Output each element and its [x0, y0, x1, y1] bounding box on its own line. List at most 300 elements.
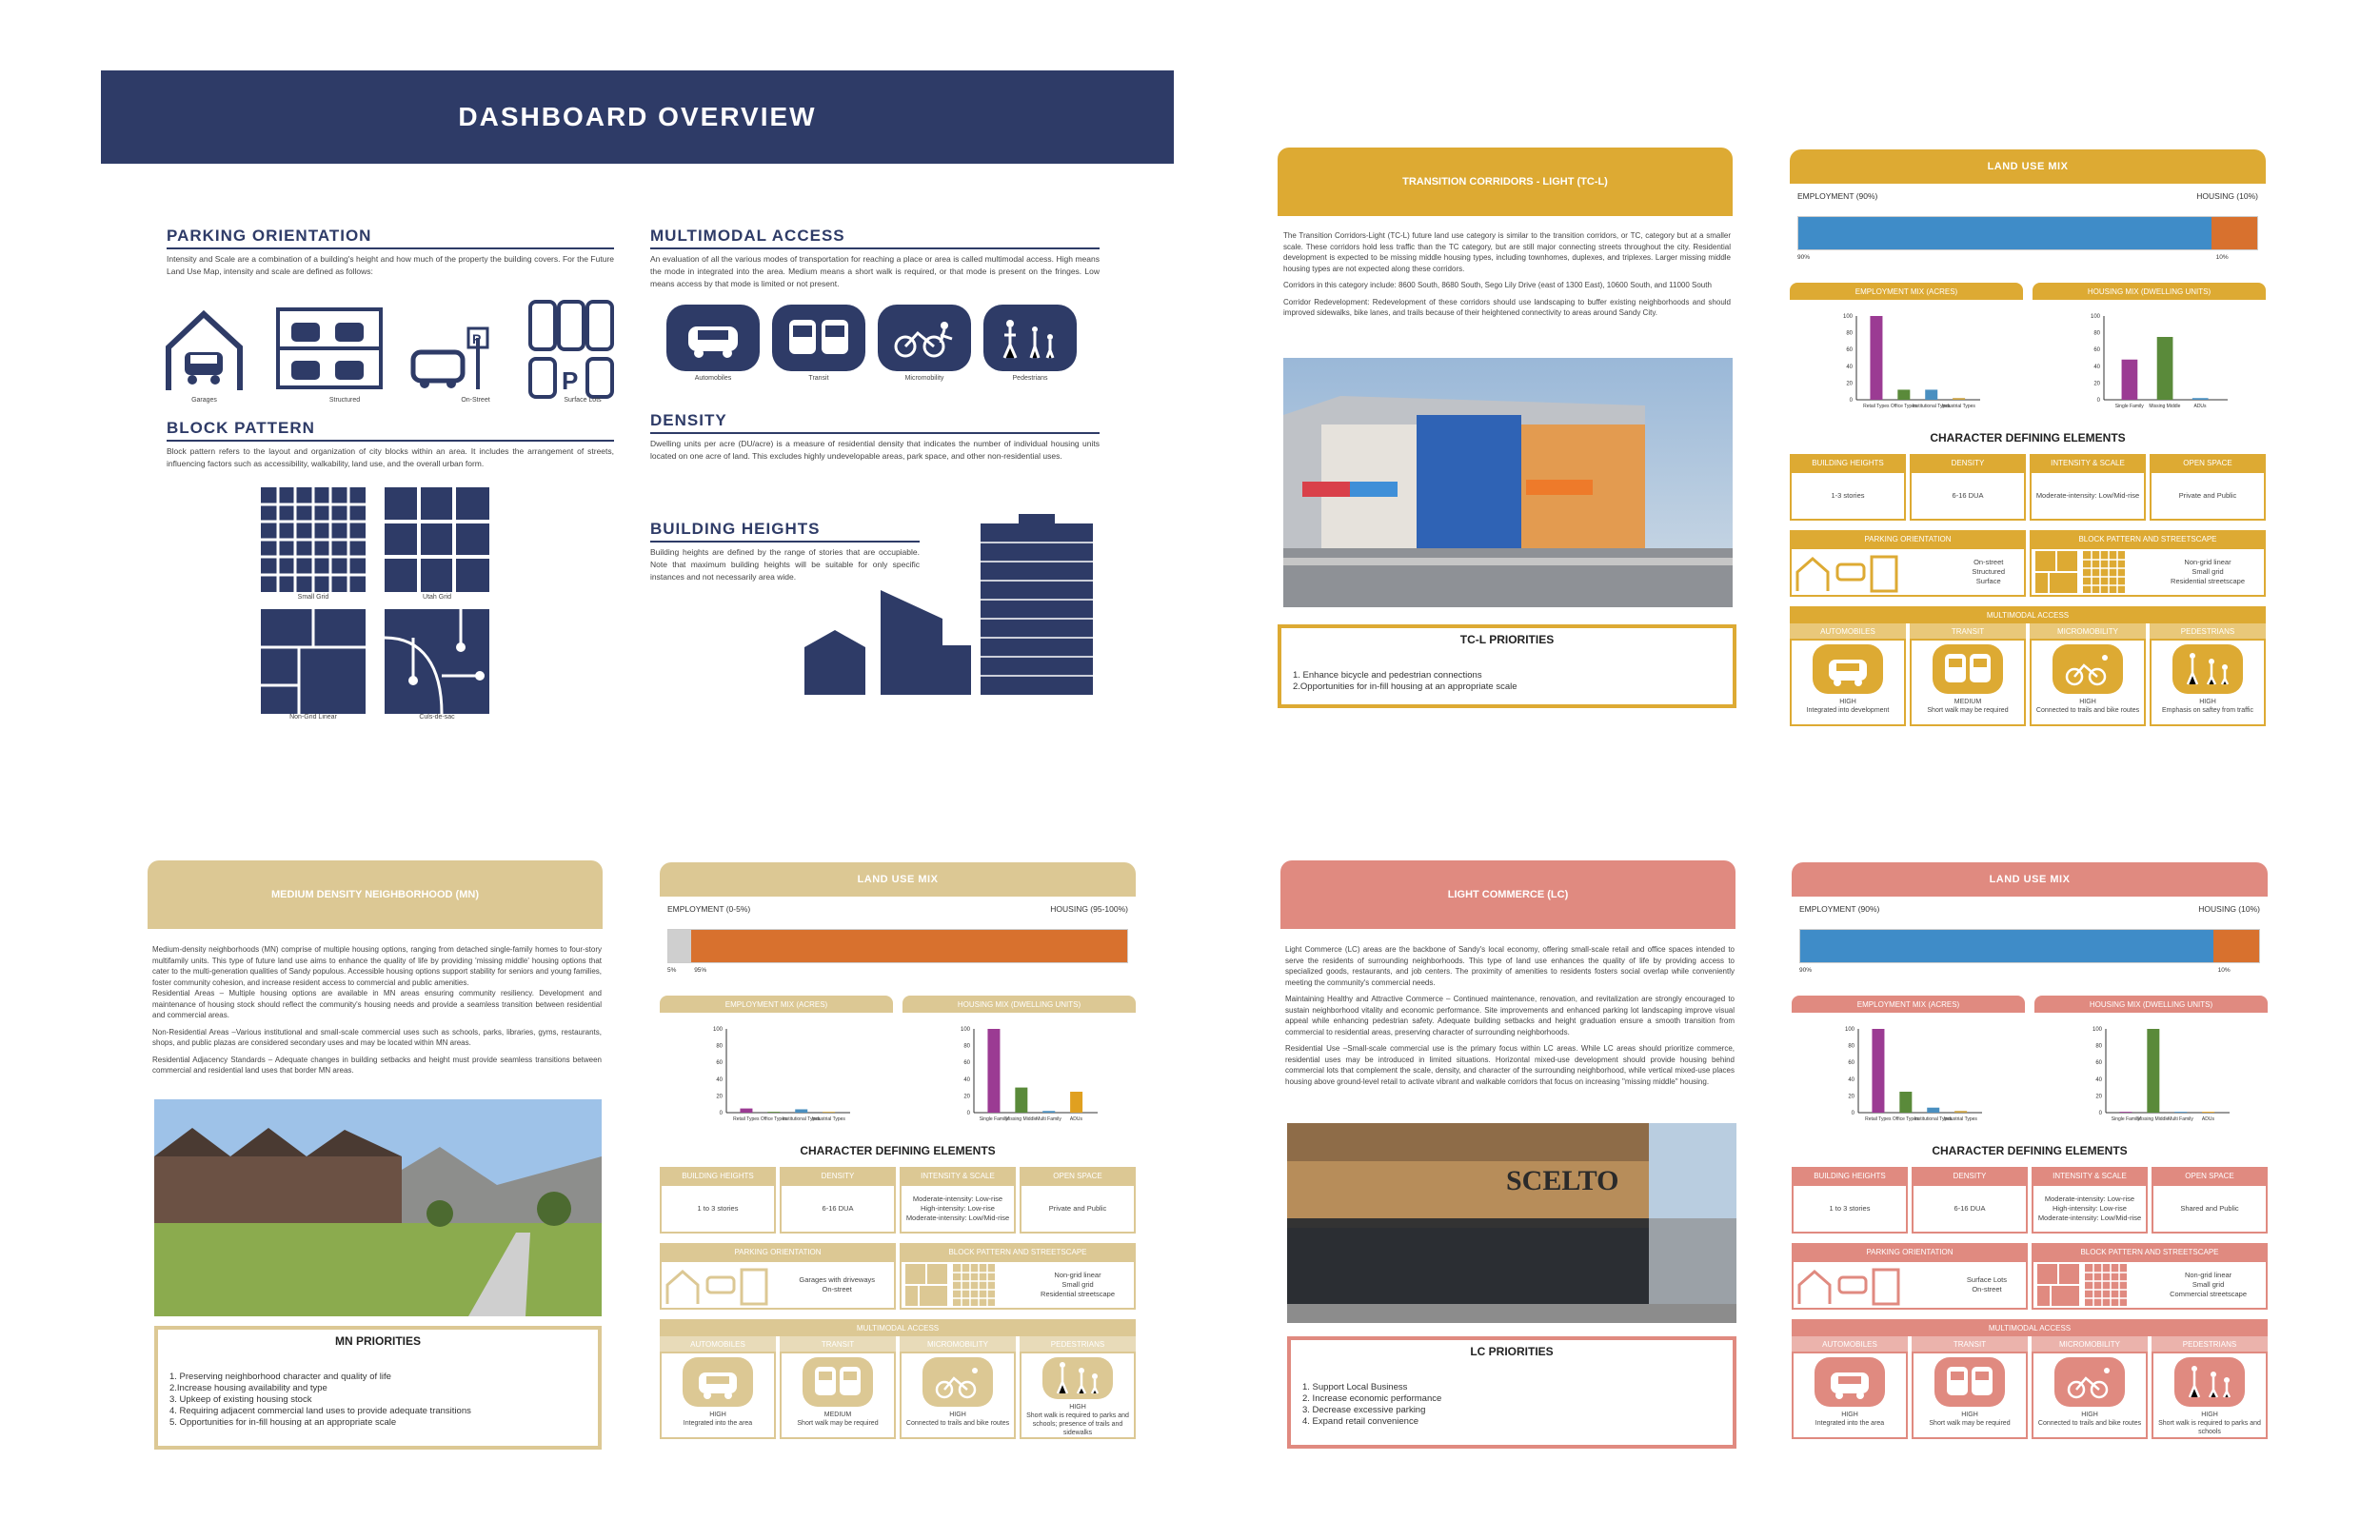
bar — [823, 1112, 835, 1113]
block-text: Block pattern refers to the layout and organization of city blocks within an area. It includes the arrangement of streets, influencing factors such as accessibility, walkability, land use, and the overall urban form. — [167, 446, 614, 468]
parking-heading: PARKING ORIENTATION — [167, 227, 614, 249]
heights-text: Building heights are defined by the range of stories that are occupiable. Note that maximum building heights will be suitable for only specific instances and not necessarily area wide. — [650, 547, 920, 582]
automobile-icon — [1815, 1357, 1885, 1407]
tcl-paragraph: Corridors in this category include: 8600 South, 8680 South, Sego Lily Drive (east of 1300 East), 10600 South, and 11000 South — [1283, 281, 1712, 289]
mn-paragraph: Non-Residential Areas –Various institutional and small-scale commercial uses such as schools, parks, libraries, gyms, restaurants, shops, and public plazas are considered secondary uses and may be located within MN areas. — [152, 1027, 602, 1047]
y-tick-label: 40 — [1846, 364, 1853, 370]
bar — [1953, 398, 1965, 400]
tcl-text — [1283, 230, 1731, 319]
x-tick-label: Institutional Types — [782, 1116, 821, 1122]
block-pattern-head: BLOCK PATTERN AND STREETSCAPE — [900, 1243, 1136, 1260]
multimodal-icons — [666, 305, 1077, 371]
cde-cell-head: DENSITY — [1912, 1167, 2028, 1184]
parking-orientation-head: PARKING ORIENTATION — [1792, 1243, 2028, 1260]
x-tick-label: Office Types — [760, 1116, 787, 1122]
housing-mix-title: HOUSING MIX (DWELLING UNITS) — [2034, 996, 2268, 1013]
y-tick-label: 80 — [1848, 1043, 1854, 1050]
bar — [2192, 398, 2209, 400]
bar — [2202, 1112, 2214, 1113]
multimodal-mode-head: AUTOMOBILES — [1790, 623, 1906, 639]
land-use-labels — [667, 904, 1128, 914]
multimodal-mode-head: TRANSIT — [1912, 1336, 2028, 1352]
culs-de-sac-icon — [385, 609, 489, 714]
block-heading: BLOCK PATTERN — [167, 419, 614, 442]
priority-item: 4. Requiring adjacent commercial land uses to provide adequate transitions — [169, 1406, 471, 1416]
y-tick-label: 100 — [1844, 1027, 1854, 1033]
x-tick-label: Multi Family — [1036, 1116, 1061, 1122]
multimodal-mode-head: MICROMOBILITY — [2030, 623, 2146, 639]
y-tick-label: 60 — [2093, 347, 2100, 354]
bar-tick-left: 90% — [1797, 254, 1811, 261]
cde-cell-value: 6-16 DUA — [1910, 471, 2026, 521]
lc-dashboard — [1792, 862, 2268, 1452]
bar — [2122, 360, 2138, 400]
multimodal-head: MULTIMODAL ACCESS — [1792, 1319, 2268, 1336]
caption-micromobility: Micromobility — [904, 375, 944, 382]
multimodal-mode-cell — [1792, 1352, 1908, 1439]
parking-captions — [164, 397, 621, 404]
pedestrian-icon — [983, 305, 1077, 371]
micromobility-icon — [2053, 644, 2123, 694]
cde-cell-head: BUILDING HEIGHTS — [1790, 454, 1906, 471]
automobile-icon — [666, 305, 760, 371]
cde-cell-head: OPEN SPACE — [2152, 1167, 2268, 1184]
bar — [767, 1112, 780, 1113]
parking-icons — [164, 300, 621, 405]
bar — [1872, 1029, 1884, 1113]
access-level: HIGH — [2081, 1412, 2098, 1418]
access-level: HIGH — [709, 1412, 726, 1418]
x-tick-label: Missing Middle — [2137, 1116, 2170, 1122]
access-level: MEDIUM — [823, 1412, 852, 1418]
bar — [1927, 1108, 1939, 1113]
pedestrian-icon — [2174, 1357, 2245, 1407]
multimodal-mode-head: TRANSIT — [1910, 623, 2026, 639]
block-section — [167, 419, 614, 470]
cde-cell-head: INTENSITY & SCALE — [2032, 1167, 2148, 1184]
mix-charts — [1792, 1015, 2268, 1129]
bar — [2147, 1029, 2159, 1113]
x-tick-label: Industrial Types — [1941, 404, 1975, 409]
lc-priorities-title: LC PRIORITIES — [1470, 1345, 1554, 1358]
x-tick-label: Retail Types — [1863, 404, 1890, 409]
multimodal-mode-head: AUTOMOBILES — [660, 1336, 776, 1352]
tcl-priorities — [1278, 624, 1736, 708]
character-defining-title: CHARACTER DEFINING ELEMENTS — [1930, 431, 2126, 444]
land-use-mix-title: LAND USE MIX — [1790, 149, 2266, 184]
multimodal-text: An evaluation of all the various modes of transportation for reaching a place or area is called multimodal access. High means the mode in integrated into the area. Medium means a short walk is required, or that mode is present on the fringes. Low means access by that mode is limited or not present. — [650, 254, 1100, 288]
y-tick-label: 100 — [960, 1027, 970, 1033]
micromobility-icon — [922, 1357, 993, 1407]
x-tick-label: Office Types — [1892, 1116, 1919, 1122]
cde-cell-head: BUILDING HEIGHTS — [660, 1167, 776, 1184]
garage-icon — [169, 314, 240, 390]
block-grid-icons-small — [2037, 1264, 2132, 1306]
y-tick-label: 20 — [1848, 1094, 1854, 1100]
y-tick-label: 0 — [719, 1111, 723, 1116]
caption-small-grid: Small Grid — [297, 594, 329, 601]
multimodal-mode-cell — [2030, 639, 2146, 726]
access-note: Short walk may be required — [1929, 1420, 2011, 1427]
access-note: Integrated into development — [1806, 707, 1890, 714]
transit-icon — [1933, 644, 2003, 694]
multimodal-mode-cell — [2150, 639, 2266, 726]
caption-transit: Transit — [808, 375, 829, 382]
y-tick-label: 20 — [1846, 381, 1853, 387]
caption-pedestrians: Pedestrians — [1012, 375, 1048, 382]
multimodal-mode-head: TRANSIT — [780, 1336, 896, 1352]
multimodal-mode-cell — [900, 1352, 1016, 1439]
housing-label: HOUSING (10%) — [2198, 904, 2260, 914]
access-level: HIGH — [1069, 1404, 1086, 1411]
y-tick-label: 60 — [1846, 347, 1853, 354]
employment-mix-title: EMPLOYMENT MIX (ACRES) — [1792, 996, 2025, 1013]
priority-item: 2. Increase economic performance — [1302, 1393, 1442, 1404]
mn-photo — [154, 1099, 602, 1316]
lc-sign-text: SCELTO — [1506, 1165, 1619, 1196]
density-text: Dwelling units per acre (DU/acre) is a measure of residential density that indicates the number of individual housing units located on one acre of land. This excludes highly undevelopable areas, park space, and other non-residential uses. — [650, 439, 1100, 461]
caption-automobiles: Automobiles — [694, 375, 732, 382]
x-tick-label: Institutional Types — [1914, 1116, 1953, 1122]
housing-mix-title: HOUSING MIX (DWELLING UNITS) — [2033, 283, 2266, 300]
y-tick-label: 80 — [2095, 1043, 2102, 1050]
bar — [1897, 389, 1910, 400]
employment-label: EMPLOYMENT (90%) — [1799, 904, 1880, 914]
y-tick-label: 100 — [2090, 314, 2100, 320]
block-pattern-icons — [261, 487, 491, 716]
block-pattern-value: Non-grid linear Small grid Residential streetscape — [900, 1260, 1136, 1310]
cde-cell-value: Private and Public — [2150, 471, 2266, 521]
access-level: HIGH — [1841, 1412, 1858, 1418]
land-use-mix-title: LAND USE MIX — [660, 862, 1136, 897]
bar — [2174, 1112, 2187, 1113]
priority-item: 3. Upkeep of existing housing stock — [169, 1394, 312, 1405]
multimodal-heading: MULTIMODAL ACCESS — [650, 227, 1100, 249]
access-note: Connected to trails and bike routes — [905, 1420, 1010, 1427]
bar — [1870, 316, 1882, 400]
caption-on-street: On-Street — [461, 397, 490, 404]
y-tick-label: 100 — [2092, 1027, 2102, 1033]
tcl-paragraph: The Transition Corridors-Light (TC-L) future land use category is similar to the transition corridors, or TC, category but at a smaller scale. These corridors hold less traffic than the TC category, but are still major connecting streets throughout the city. Residential development is expected to be missing middle housing types, including townhomes, duplexes, and triplexes. Larger missing middle housing types are not expected along these corridors. — [1283, 231, 1731, 273]
employment-label: EMPLOYMENT (90%) — [1797, 191, 1878, 201]
overview-title: DASHBOARD OVERVIEW — [101, 70, 1174, 164]
priority-item: 5. Opportunities for in-fill housing at an appropriate scale — [169, 1417, 397, 1428]
parking-orientation-head: PARKING ORIENTATION — [1790, 530, 2026, 547]
y-tick-label: 0 — [966, 1111, 970, 1116]
land-use-labels — [1799, 904, 2260, 914]
heights-heading: BUILDING HEIGHTS — [650, 520, 920, 543]
micromobility-icon — [2054, 1357, 2125, 1407]
access-level: MEDIUM — [1954, 699, 1982, 705]
tcl-photo — [1283, 358, 1733, 607]
employment-mix-title: EMPLOYMENT MIX (ACRES) — [660, 996, 893, 1013]
multimodal-mode-head: MICROMOBILITY — [2032, 1336, 2148, 1352]
block-pattern-head: BLOCK PATTERN AND STREETSCAPE — [2032, 1243, 2268, 1260]
access-note: Short walk may be required — [797, 1420, 879, 1427]
bar — [1015, 1088, 1027, 1113]
transit-icon — [772, 305, 865, 371]
y-tick-label: 0 — [2098, 1111, 2102, 1116]
y-tick-label: 60 — [716, 1060, 723, 1067]
building-heights-illustration — [804, 514, 1095, 697]
multimodal-mode-head: PEDESTRIANS — [1020, 1336, 1136, 1352]
x-tick-label: Single Family — [979, 1116, 1008, 1122]
housing-bar-segment — [2211, 217, 2257, 249]
cde-cell-value: 1 to 3 stories — [660, 1184, 776, 1234]
housing-mix-title: HOUSING MIX (DWELLING UNITS) — [902, 996, 1136, 1013]
y-tick-label: 0 — [2096, 398, 2100, 404]
mn-paragraph: Medium-density neighborhoods (MN) comprise of multiple housing options, ranging from detached single-family homes to four-story multifamily units. This type of future land use aims to enhance the quality of life by providing 'missing middle' housing options that cater to the multi-generation qualities of Sandy populous. Accessible housing options support stability for seniors and young families, foster community cohesion, and increase resident access to commercial and public amenities. — [152, 945, 602, 987]
character-defining-title: CHARACTER DEFINING ELEMENTS — [800, 1144, 996, 1157]
mn-paragraph: Residential Adjacency Standards – Adequate changes in building setbacks and height must provide seamless transitions between commercial and residential land uses that border MN areas. — [152, 1055, 602, 1075]
tcl-paragraph: Corridor Redevelopment: Redevelopment of these corridors should use landscaping to buffer existing neighborhoods and should improved sidewalks, bike lanes, and trails because of their heightened connectivity to areas around Sandy City. — [1283, 297, 1731, 317]
cde-cell-value: 1-3 stories — [1790, 471, 1906, 521]
employment-bar-segment — [1800, 930, 2213, 962]
cde-cell-head: DENSITY — [1910, 454, 2026, 471]
multimodal-mode-cell — [1020, 1352, 1136, 1439]
cde-cell-head: BUILDING HEIGHTS — [1792, 1167, 1908, 1184]
parking-orientation-head: PARKING ORIENTATION — [660, 1243, 896, 1260]
mn-dashboard — [660, 862, 1136, 1452]
block-pattern-value: Non-grid linear Small grid Commercial streetscape — [2032, 1260, 2268, 1310]
employment-bar-segment — [1798, 217, 2211, 249]
access-level: HIGH — [1839, 699, 1856, 705]
priority-item: 2.Opportunities for in-fill housing at an appropriate scale — [1293, 681, 1517, 692]
multimodal-mode-cell — [2152, 1352, 2268, 1439]
bar — [1954, 1111, 1967, 1113]
y-tick-label: 40 — [2093, 364, 2100, 370]
access-level: HIGH — [949, 1412, 966, 1418]
multimodal-mode-cell — [660, 1352, 776, 1439]
y-tick-label: 60 — [1848, 1060, 1854, 1067]
cde-cell-value: Private and Public — [1020, 1184, 1136, 1234]
x-tick-label: Industrial Types — [811, 1116, 845, 1122]
lc-paragraph: Maintaining Healthy and Attractive Commerce – Continued maintenance, renovation, and revitalization are strongly encouraged to sustain neighborhood vitality and economic performance. Site improvements and enhanced parking lot landscaping improve visual appeal while enhancing pedestrian safety. Adequate building setbacks and height graduation ensure a smooth transition from commercial to residential areas, preserving character of surrounding neighborhoods. — [1285, 995, 1735, 1037]
caption-structured: Structured — [328, 397, 361, 404]
access-note: Emphasis on saftey from traffic — [2162, 707, 2253, 714]
multimodal-head: MULTIMODAL ACCESS — [660, 1319, 1136, 1336]
non-grid-linear-icon — [261, 609, 366, 714]
access-level: HIGH — [2079, 699, 2096, 705]
cde-cell-head: OPEN SPACE — [1020, 1167, 1136, 1184]
bar-tick-left: 5% — [667, 967, 677, 974]
housing-label: HOUSING (95-100%) — [1050, 904, 1128, 914]
bar — [1925, 389, 1937, 400]
access-level: HIGH — [1961, 1412, 1978, 1418]
y-tick-label: 100 — [1842, 314, 1853, 320]
y-tick-label: 100 — [712, 1027, 723, 1033]
cde-cell-value: Moderate-intensity: Low/Mid-rise — [2030, 471, 2146, 521]
housing-bar-segment — [691, 930, 1127, 962]
multimodal-mode-head: AUTOMOBILES — [1792, 1336, 1908, 1352]
x-tick-label: Single Family — [2111, 1116, 2140, 1122]
mn-paragraph: Residential Areas – Multiple housing options are available in MN areas ensuring community resiliency. Development and maintenance of housing stock should reflect the community's housing needs and provide a seamless transition between residential and commercial areas. — [152, 989, 602, 1019]
transit-icon — [803, 1357, 873, 1407]
y-tick-label: 20 — [2093, 381, 2100, 387]
lc-paragraph: Light Commerce (LC) areas are the backbone of Sandy's local economy, offering small-scale retail and office spaces intended to serve the residents of surrounding neighborhoods. This type of land use enhances the quality of life by providing access to specialized goods, restaurants, and job centers. The proximity of amenities to residents fosters social overlap while conveniently meeting the community's commercial needs. — [1285, 945, 1735, 987]
land-use-bar — [667, 929, 1128, 963]
x-tick-label: Missing Middle — [2149, 404, 2181, 409]
bar — [2119, 1112, 2132, 1113]
parking-orientation-value: Surface Lots On-street — [1792, 1260, 2028, 1310]
parking-icons-small — [665, 1268, 770, 1306]
tcl-priorities-title: TC-L PRIORITIES — [1459, 633, 1555, 646]
lc-text — [1285, 944, 1735, 1087]
multimodal-mode-cell — [1910, 639, 2026, 726]
bar — [2157, 337, 2173, 400]
multimodal-section — [650, 227, 1100, 290]
utah-grid-icon — [385, 487, 489, 592]
priority-item: 2.Increase housing availability and type — [169, 1383, 327, 1393]
caption-surface-lots: Surface Lots — [564, 397, 602, 404]
bar-tick-right: 95% — [694, 967, 707, 974]
x-tick-label: Retail Types — [1865, 1116, 1892, 1122]
on-street-parking-icon — [413, 328, 487, 389]
multimodal-mode-head: MICROMOBILITY — [900, 1336, 1016, 1352]
automobile-icon — [1813, 644, 1883, 694]
automobile-icon — [683, 1357, 753, 1407]
y-tick-label: 80 — [2093, 330, 2100, 337]
access-note: Short walk is required to parks and schools — [2158, 1420, 2261, 1435]
access-note: Integrated into the area — [1815, 1420, 1885, 1427]
pedestrian-icon — [1042, 1357, 1113, 1399]
lc-photo — [1287, 1123, 1736, 1323]
mix-charts — [1790, 302, 2266, 416]
character-defining-title: CHARACTER DEFINING ELEMENTS — [1932, 1144, 2128, 1157]
y-tick-label: 0 — [1849, 398, 1853, 404]
bar — [987, 1029, 1000, 1113]
parking-icons-small — [1795, 555, 1900, 593]
mn-priorities — [154, 1326, 602, 1450]
lc-priorities — [1287, 1336, 1736, 1449]
multimodal-mode-head: PEDESTRIANS — [2152, 1336, 2268, 1352]
access-level: HIGH — [2201, 1412, 2218, 1418]
multimodal-mode-head: PEDESTRIANS — [2150, 623, 2266, 639]
y-tick-label: 20 — [2095, 1094, 2102, 1100]
y-tick-label: 20 — [716, 1094, 723, 1100]
x-tick-label: ADUs — [2201, 1116, 2214, 1122]
parking-orientation-value: On-street Structured Surface — [1790, 547, 2026, 597]
x-tick-label: Institutional Types — [1912, 404, 1951, 409]
x-tick-label: Single Family — [2114, 404, 2144, 409]
x-tick-label: Industrial Types — [1943, 1116, 1977, 1122]
mn-priorities-title: MN PRIORITIES — [334, 1334, 421, 1348]
bar-tick-left: 90% — [1799, 967, 1813, 974]
land-use-mix-title: LAND USE MIX — [1792, 862, 2268, 897]
mn-text — [152, 944, 602, 1076]
caption-culs-de-sac: Culs-de-sac — [419, 714, 455, 721]
surface-lot-icon — [530, 302, 612, 397]
cde-cell-value: 6-16 DUA — [780, 1184, 896, 1234]
y-tick-label: 40 — [1848, 1076, 1854, 1083]
bar — [1070, 1092, 1082, 1113]
x-tick-label: Multi Family — [2168, 1116, 2193, 1122]
y-tick-label: 0 — [1851, 1111, 1854, 1116]
structured-parking-icon — [278, 309, 381, 387]
multimodal-mode-cell — [2032, 1352, 2148, 1439]
bar — [1042, 1111, 1055, 1113]
access-note: Connected to trails and bike routes — [2037, 1420, 2142, 1427]
svg-text:P: P — [562, 366, 579, 395]
priority-item: 3. Decrease excessive parking — [1302, 1405, 1426, 1415]
y-tick-label: 60 — [963, 1060, 970, 1067]
cde-cell-value: Moderate-intensity: Low-rise High-intensity: Low-rise Moderate-intensity: Low/Mid-rise — [2032, 1184, 2148, 1234]
cde-cell-value: 6-16 DUA — [1912, 1184, 2028, 1234]
caption-utah-grid: Utah Grid — [423, 594, 451, 601]
parking-section — [167, 227, 614, 278]
bar — [740, 1109, 752, 1113]
x-tick-label: Missing Middle — [1005, 1116, 1038, 1122]
caption-garages: Garages — [191, 397, 217, 404]
cde-cell-head: INTENSITY & SCALE — [2030, 454, 2146, 471]
bar-tick-right: 10% — [2215, 254, 2229, 261]
y-tick-label: 40 — [963, 1076, 970, 1083]
svg-text:P: P — [472, 331, 482, 346]
bar — [795, 1109, 807, 1113]
employment-mix-title: EMPLOYMENT MIX (ACRES) — [1790, 283, 2023, 300]
micromobility-icon — [878, 305, 971, 371]
tcl-title: TRANSITION CORRIDORS - LIGHT (TC-L) — [1278, 148, 1733, 216]
y-tick-label: 40 — [2095, 1076, 2102, 1083]
bar-tick-right: 10% — [2217, 967, 2231, 974]
cde-cell-head: OPEN SPACE — [2150, 454, 2266, 471]
priority-item: 4. Expand retail convenience — [1302, 1416, 1418, 1427]
land-use-bar — [1797, 216, 2258, 250]
y-tick-label: 60 — [2095, 1060, 2102, 1067]
block-grid-icons-small — [905, 1264, 1001, 1306]
caption-non-grid: Non-Grid Linear — [289, 714, 337, 721]
bar — [1899, 1092, 1912, 1113]
density-heading: DENSITY — [650, 411, 1100, 434]
lc-paragraph: Residential Use –Small-scale commercial use is the primary focus within LC areas. While LC areas should prioritize commerce, residential uses may be introduced in limited situations. Horizontal mixed-use development should provide housing behind commercial lots that complement the scale, density, and character of the surrounding neighborhood, while vertical mixed-use places housing above ground-level retail to activate vibrant and walkable corridors that focus on increasing "missing middle" housing. — [1285, 1044, 1735, 1086]
access-note: Short walk is required to parks and schools; presence of trails and sidewalks — [1026, 1412, 1129, 1436]
multimodal-mode-cell — [780, 1352, 896, 1439]
housing-label: HOUSING (10%) — [2196, 191, 2258, 201]
multimodal-head: MULTIMODAL ACCESS — [1790, 606, 2266, 623]
parking-text: Intensity and Scale are a combination of a building's height and how much of the property the building covers. For the Future Land Use Map, intensity and scale are defined as follows: — [167, 254, 614, 276]
land-use-bar — [1799, 929, 2260, 963]
tcl-dashboard — [1790, 149, 2266, 740]
parking-icons-small — [1797, 1268, 1902, 1306]
mix-charts — [660, 1015, 1136, 1129]
block-grid-icons-small — [2035, 551, 2131, 593]
multimodal-mode-cell — [1790, 639, 1906, 726]
multimodal-captions — [666, 375, 1077, 382]
priority-item: 1. Preserving neighborhood character and quality of life — [169, 1372, 391, 1382]
multimodal-mode-cell — [1912, 1352, 2028, 1439]
employment-bar-segment — [668, 930, 691, 962]
density-section — [650, 411, 1100, 463]
parking-orientation-value: Garages with driveways On-street — [660, 1260, 896, 1310]
access-note: Short walk may be required — [1927, 707, 2009, 714]
x-tick-label: Retail Types — [733, 1116, 760, 1122]
block-pattern-value: Non-grid linear Small grid Residential streetscape — [2030, 547, 2266, 597]
priority-item: 1. Enhance bicycle and pedestrian connections — [1293, 670, 1482, 681]
small-grid-icon — [261, 487, 366, 592]
y-tick-label: 80 — [1846, 330, 1853, 337]
x-tick-label: ADUs — [1069, 1116, 1082, 1122]
cde-cell-value: Shared and Public — [2152, 1184, 2268, 1234]
cde-cell-head: DENSITY — [780, 1167, 896, 1184]
housing-bar-segment — [2213, 930, 2259, 962]
y-tick-label: 80 — [716, 1043, 723, 1050]
cde-cell-value: 1 to 3 stories — [1792, 1184, 1908, 1234]
y-tick-label: 40 — [716, 1076, 723, 1083]
mn-title: MEDIUM DENSITY NEIGHBORHOOD (MN) — [148, 860, 603, 929]
access-note: Connected to trails and bike routes — [2035, 707, 2140, 714]
cde-cell-head: INTENSITY & SCALE — [900, 1167, 1016, 1184]
x-tick-label: Office Types — [1890, 404, 1917, 409]
